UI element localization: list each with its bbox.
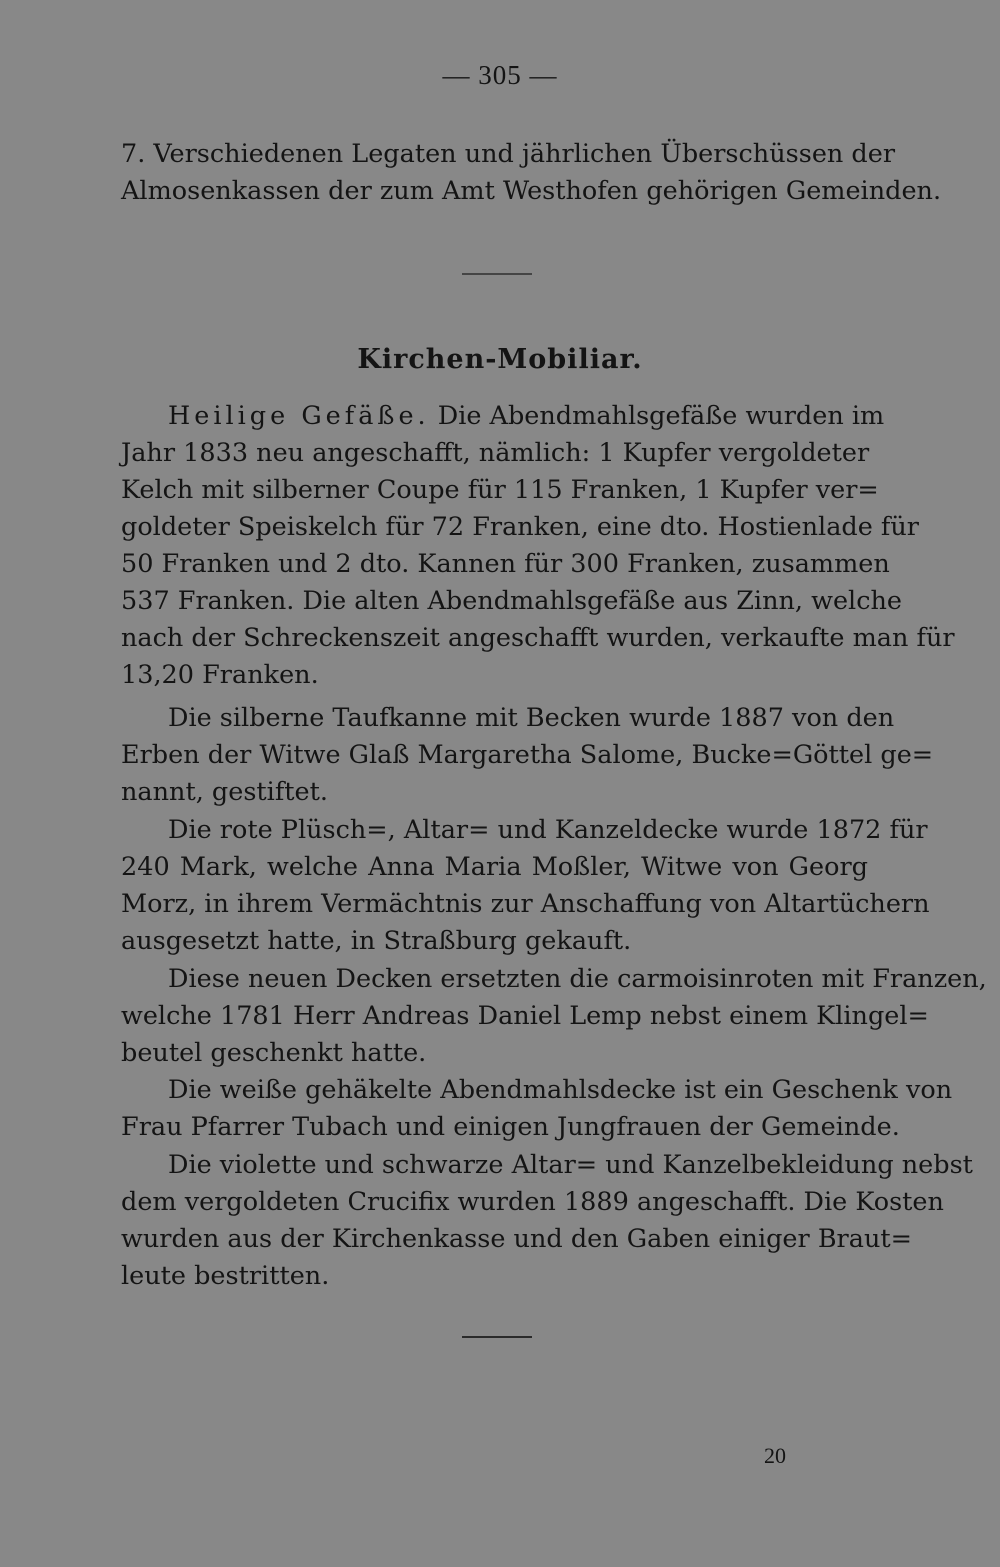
paragraph-2-line: nannt, gestiftet. — [121, 777, 328, 807]
paragraph-6-line: wurden aus der Kirchenkasse und den Gaben einiger Braut= — [121, 1224, 912, 1254]
paragraph-3-line: Die rote Plüsch=, Altar= und Kanzeldecke wurde 1872 für — [168, 815, 928, 845]
paragraph-1-line: 537 Franken. Die alten Abendmahlsgefäße aus Zinn, welche — [121, 586, 903, 616]
paragraph-2-line: Die silberne Taufkanne mit Becken wurde 1887 von den — [168, 703, 895, 733]
separator-rule-top — [462, 273, 532, 275]
paragraph-1-line: goldeter Speiskelch für 72 Franken, eine dto. Hostienlade für — [121, 512, 919, 542]
paragraph-3-line: 240 Mark, welche Anna Maria Moßler, Witwe von Georg — [121, 852, 868, 882]
paragraph-1-line: 50 Franken und 2 dto. Kannen für 300 Franken, zusammen — [121, 549, 890, 579]
paragraph-1-line: Jahr 1833 neu angeschafft, nämlich: 1 Kupfer vergoldeter — [121, 438, 870, 468]
page-number: — 305 — — [442, 60, 558, 90]
paragraph-6-line: leute bestritten. — [121, 1261, 330, 1291]
paragraph-5-line: Die weiße gehäkelte Abendmahlsdecke ist ein Geschenk von — [168, 1075, 953, 1105]
paragraph-4-line: welche 1781 Herr Andreas Daniel Lemp nebst einem Klingel= — [121, 1001, 929, 1031]
section-heading: Kirchen-Mobiliar. — [357, 344, 643, 375]
paragraph-1-line: nach der Schreckenszeit angeschafft wurden, verkaufte man für — [121, 623, 955, 653]
section7-line-1: 7. Verschiedenen Legaten und jährlichen Überschüssen der — [121, 139, 896, 169]
paragraph-4-line: beutel geschenkt hatte. — [121, 1038, 427, 1068]
paragraph-1-line: Kelch mit silberner Coupe für 115 Franken, 1 Kupfer ver= — [121, 475, 879, 505]
paragraph-4-line: Diese neuen Decken ersetzten die carmoisinroten mit Franzen, — [168, 964, 987, 994]
paragraph-1-first-rest: Die Abendmahlsgefäße wurden im — [429, 401, 885, 431]
separator-rule-bottom — [462, 1336, 532, 1338]
paragraph-3-line: ausgesetzt hatte, in Straßburg gekauft. — [121, 926, 632, 956]
paragraph-6-line: Die violette und schwarze Altar= und Kanzelbekleidung nebst — [168, 1150, 973, 1180]
paragraph-3-line: Morz, in ihrem Vermächtnis zur Anschaffung von Altartüchern — [121, 889, 930, 919]
paragraph-1-line: 13,20 Franken. — [121, 660, 319, 690]
signature-mark: 20 — [764, 1443, 786, 1468]
section7-line-2: Almosenkassen der zum Amt Westhofen gehörigen Gemeinden. — [121, 176, 942, 206]
paragraph-1-lead: Heilige Gefäße. — [168, 401, 430, 431]
paragraph-2-line: Erben der Witwe Glaß Margaretha Salome, Bucke=Göttel ge= — [121, 740, 934, 770]
paragraph-6-line: dem vergoldeten Crucifix wurden 1889 angeschafft. Die Kosten — [121, 1187, 944, 1217]
paragraph-1-first-line — [168, 398, 885, 435]
paragraph-5-line: Frau Pfarrer Tubach und einigen Jungfrauen der Gemeinde. — [121, 1112, 900, 1142]
